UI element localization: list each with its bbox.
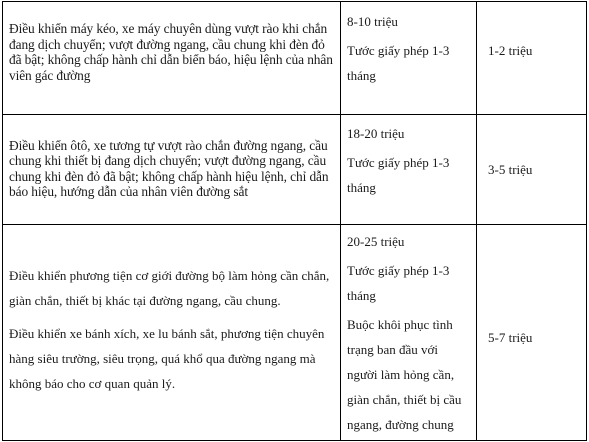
fine-cell (341, 115, 477, 225)
table-row (3, 115, 587, 225)
fine-amount: 8-10 triệu (347, 14, 398, 29)
penalty-amount: 1-2 triệu (488, 43, 533, 58)
restoration-requirement: Buộc khôi phục tình trạng ban đầu với người làm hỏng cần, giàn chắn, thiết bị cầu ngang, đường chung (347, 317, 462, 432)
license-suspension: Tước giấy phép 1-3 tháng (347, 263, 450, 303)
violation-cell (3, 225, 341, 441)
fine-amount: 20-25 triệu (347, 234, 405, 249)
license-suspension: Tước giấy phép 1-3 tháng (347, 43, 450, 83)
penalty-amount: 5-7 triệu (488, 329, 533, 345)
violation-text: Điều khiển ôtô, xe tương tự vượt rào chắn đường ngang, cầu chung khi thiết bị đang dịch chuyển; vượt đường ngang, cầu chung khi đèn đỏ đã bật; không chấp hành hiệu lệnh, chỉ dẫn báo hiệu, hướng dẫn của nhân viên đường sắt (9, 137, 329, 199)
penalty-amount: 3-5 triệu (488, 161, 533, 177)
penalty-cell (477, 2, 587, 115)
license-suspension: Tước giấy phép 1-3 tháng (347, 155, 450, 195)
penalty-cell (477, 115, 587, 225)
table-row (3, 225, 587, 441)
penalty-cell (477, 225, 587, 441)
fine-cell (341, 225, 477, 441)
violation-text: Điều khiển phương tiện cơ giới đường bộ làm hỏng cần chắn, giàn chắn, thiết bị khác tại đường ngang, cầu chung. (9, 267, 330, 308)
violation-text: Điều khiển xe bánh xích, xe lu bánh sắt, phương tiện chuyên hàng siêu trường, siêu trọng, quá khổ qua đường ngang mà không báo cho cơ quan quản lý. (9, 325, 325, 391)
fine-amount: 18-20 triệu (347, 126, 405, 141)
penalty-table (2, 1, 587, 441)
table-row (3, 2, 587, 115)
violation-text: Điều khiển máy kéo, xe máy chuyên dùng vượt rào khi chắn đang dịch chuyển; vượt đường ngang, cầu chung khi đèn đỏ đã bật; không chấp hành chỉ dẫn biển báo, hiệu lệnh của nhân viên gác đường (9, 21, 333, 83)
violation-cell (3, 115, 341, 225)
fine-cell (341, 2, 477, 115)
violation-cell (3, 2, 341, 115)
